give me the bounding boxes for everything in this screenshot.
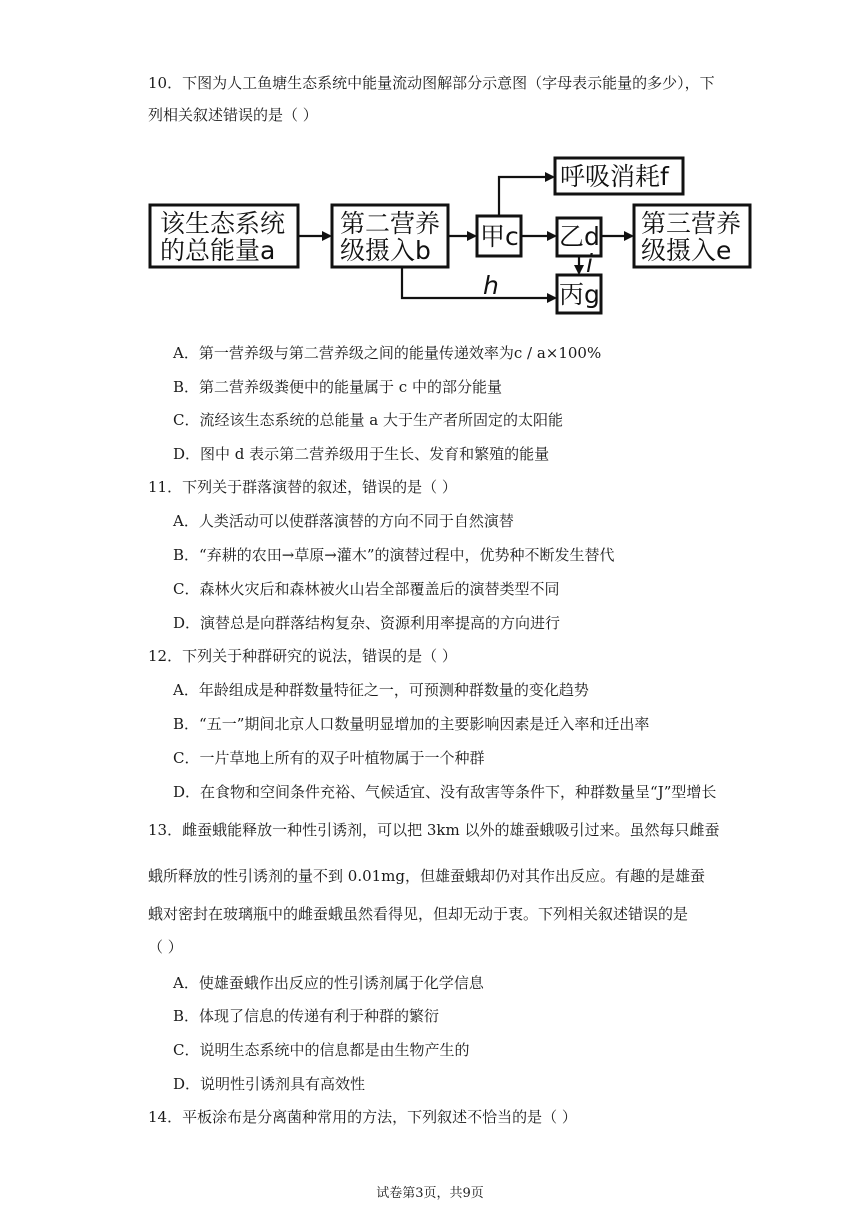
q11-option-c[interactable]: C．森林火灾后和森林被火山岩全部覆盖后的演替类型不同	[173, 580, 560, 598]
box-total-energy-line1: 该生态系统	[160, 209, 286, 238]
q12-option-c[interactable]: C．一片草地上所有的双子叶植物属于一个种群	[173, 749, 485, 767]
label-h: h	[483, 271, 499, 300]
q13-option-b[interactable]: B．体现了信息的传递有利于种群的繁衍	[173, 1007, 440, 1025]
q13-option-d[interactable]: D．说明性引诱剂具有高效性	[173, 1075, 366, 1093]
q10-option-d[interactable]: D．图中 d 表示第二营养级用于生长、发育和繁殖的能量	[173, 445, 550, 463]
page-footer: 试卷第3页，共9页	[376, 1186, 484, 1201]
q13-stem-line4: （ ）	[148, 938, 183, 956]
q10-option-b[interactable]: B．第二营养级粪便中的能量属于 c 中的部分能量	[173, 378, 502, 396]
box-total-energy-line2: 的总能量a	[160, 236, 276, 265]
box-second-trophic-line1: 第二营养	[340, 209, 441, 238]
box-yi-label: 乙d	[559, 222, 600, 251]
q13-stem-line2: 蛾所释放的性引诱剂的量不到 0.01mg，但雄蚕蛾却仍对其作出反应。有趣的是雄蚕	[148, 867, 705, 885]
q11-option-b[interactable]: B．“弃耕的农田→草原→灌木”的演替过程中，优势种不断发生替代	[173, 546, 615, 564]
q12-option-d[interactable]: D．在食物和空间条件充裕、气候适宜、没有敌害等条件下，种群数量呈“J”型增长	[173, 783, 717, 801]
q14-stem: 14．平板涂布是分离菌种常用的方法，下列叙述不恰当的是（ ）	[148, 1108, 577, 1126]
q12-stem: 12．下列关于种群研究的说法，错误的是（ ）	[148, 647, 457, 665]
box-jia-label: 甲c	[480, 222, 519, 251]
q11-option-a[interactable]: A．人类活动可以使群落演替的方向不同于自然演替	[173, 512, 514, 530]
q11-option-d[interactable]: D．演替总是向群落结构复杂、资源利用率提高的方向进行	[173, 614, 561, 632]
box-respiration-label: 呼吸消耗f	[560, 162, 669, 191]
q13-stem-line3: 蛾对密封在玻璃瓶中的雌蚕蛾虽然看得见，但却无动于衷。下列相关叙述错误的是	[148, 905, 689, 923]
q12-option-a[interactable]: A．年龄组成是种群数量特征之一，可预测种群数量的变化趋势	[173, 681, 589, 699]
q13-option-a[interactable]: A．使雄蚕蛾作出反应的性引诱剂属于化学信息	[173, 974, 484, 992]
box-bing-label: 丙g	[559, 280, 600, 309]
q13-option-c[interactable]: C．说明生态系统中的信息都是由生物产生的	[173, 1041, 470, 1059]
box-second-trophic-line2: 级摄入b	[340, 236, 431, 265]
q10-option-c[interactable]: C．流经该生态系统的总能量 a 大于生产者所固定的太阳能	[173, 411, 563, 429]
energy-flow-diagram	[140, 148, 760, 328]
q10-option-a[interactable]: A．第一营养级与第二营养级之间的能量传递效率为c / a×100%	[173, 344, 602, 362]
q11-stem: 11．下列关于群落演替的叙述，错误的是（ ）	[148, 478, 457, 496]
label-i: i	[586, 249, 593, 278]
q13-stem-line1: 13．雌蚕蛾能释放一种性引诱剂，可以把 3km 以外的雄蚕蛾吸引过来。虽然每只雌蚕	[148, 821, 720, 839]
q10-stem-line2: 列相关叙述错误的是（ ）	[148, 106, 318, 124]
q10-stem-line1: 10．下图为人工鱼塘生态系统中能量流动图解部分示意图（字母表示能量的多少），下	[148, 74, 715, 92]
box-third-trophic-line2: 级摄入e	[641, 236, 732, 265]
box-third-trophic-line1: 第三营养	[641, 209, 742, 238]
q12-option-b[interactable]: B．“五一”期间北京人口数量明显增加的主要影响因素是迁入率和迁出率	[173, 715, 650, 733]
arrow-jia-to-respiration	[499, 177, 553, 216]
arrow-second-to-bing	[402, 267, 555, 298]
